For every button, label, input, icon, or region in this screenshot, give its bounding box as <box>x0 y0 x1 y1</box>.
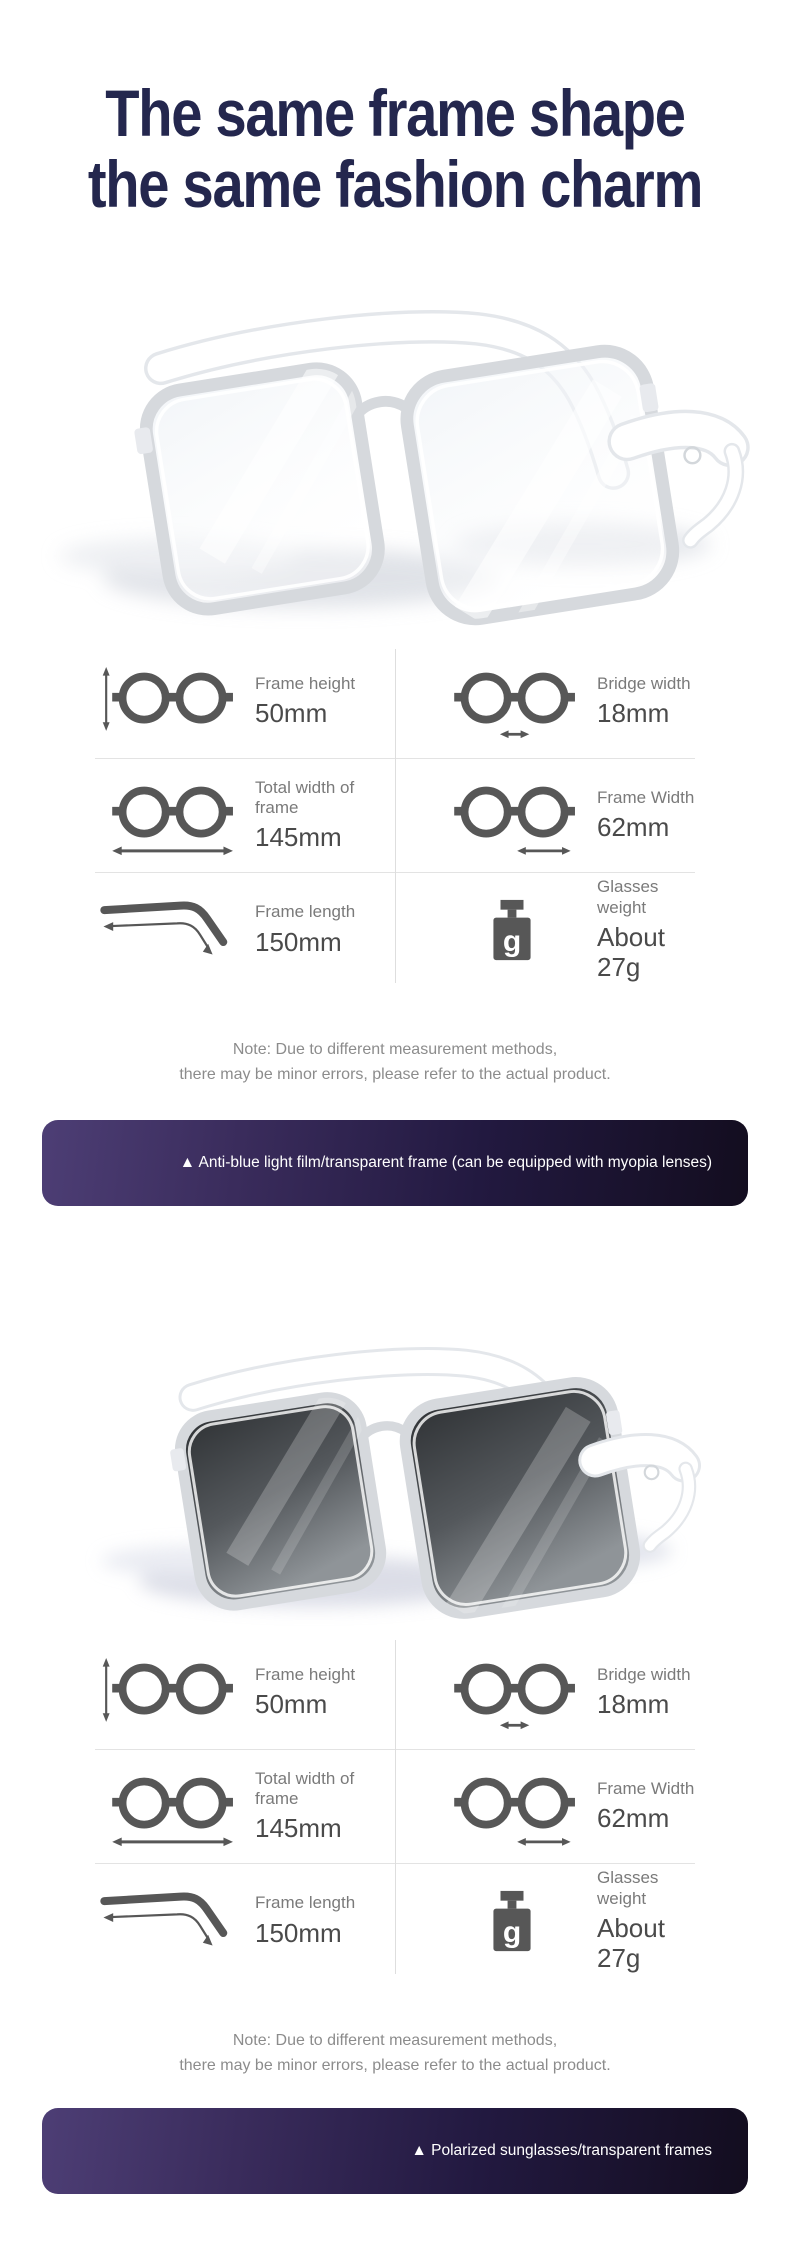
bridge-width-icon <box>441 660 583 743</box>
glasses-weight-icon <box>441 1889 583 1953</box>
spec-cell <box>95 645 395 759</box>
promo-banner-anti-blue-light <box>42 1120 748 1206</box>
note-line-1: Note: Due to different measurement methods, <box>232 2032 558 2049</box>
spec-label: Glasses weight <box>597 877 659 917</box>
bridge-width-icon <box>441 1651 583 1734</box>
spec-value: 50mm <box>255 1689 328 1720</box>
frame-height-icon <box>99 660 241 743</box>
spec-label: Frame Width <box>597 1778 695 1798</box>
frame-height-icon <box>99 1651 241 1734</box>
spec-cell <box>395 873 695 987</box>
spec-cell <box>395 645 695 759</box>
title-line-1: The same frame shape <box>105 76 685 150</box>
spec-label: Total width of frame <box>255 777 355 818</box>
spec-cell <box>395 759 695 873</box>
spec-cell <box>95 1750 395 1864</box>
spec-value: 145mm <box>255 822 342 853</box>
spec-cell <box>95 1636 395 1750</box>
spec-value: About 27g <box>597 922 665 982</box>
note-line-2: there may be minor errors, please refer to the actual product. <box>179 1066 611 1083</box>
banner-label: ▲ Polarized sunglasses/transparent frames <box>411 2142 712 2159</box>
frame-length-icon <box>99 894 241 967</box>
spec-label: Frame length <box>255 902 356 922</box>
spec-grid-1 <box>95 645 695 987</box>
spec-cell <box>95 1864 395 1978</box>
spec-cell <box>95 873 395 987</box>
spec-value: 62mm <box>597 812 670 843</box>
temple-logo-mark <box>645 1466 659 1480</box>
spec-cell <box>395 1636 695 1750</box>
product-image-clear-glasses <box>0 230 790 645</box>
spec-value: 18mm <box>597 1689 670 1720</box>
total-width-icon <box>99 1765 241 1848</box>
spec-cell <box>395 1864 695 1978</box>
note-line-2: there may be minor errors, please refer to the actual product. <box>179 2057 611 2074</box>
spec-grid-2 <box>95 1636 695 1978</box>
frame-width-icon <box>441 1765 583 1848</box>
spec-label: Frame height <box>255 673 356 693</box>
note-line-1: Note: Due to different measurement methods, <box>232 1041 558 1058</box>
spec-label: Bridge width <box>597 1664 691 1684</box>
spec-label: Total width of frame <box>255 1768 355 1809</box>
spec-value: 18mm <box>597 698 670 729</box>
spec-cell <box>95 759 395 873</box>
temple-logo-mark <box>685 447 701 463</box>
spec-value: 150mm <box>255 926 342 957</box>
banner-label: ▲ Anti-blue light film/transparent frame (can be equipped with myopia lenses) <box>179 1154 712 1171</box>
promo-banner-polarized <box>42 2108 748 2194</box>
frame-width-icon <box>441 774 583 857</box>
spec-cell <box>395 1750 695 1864</box>
spec-label: Bridge width <box>597 673 691 693</box>
frame-length-icon <box>99 1885 241 1958</box>
spec-label: Frame Width <box>597 787 695 807</box>
page-title <box>59 0 731 220</box>
product-image-sunglasses <box>0 1278 790 1636</box>
spec-label: Glasses weight <box>597 1868 659 1908</box>
spec-value: About 27g <box>597 1913 665 1973</box>
title-line-2: the same fashion charm <box>87 147 703 221</box>
measurement-note <box>0 1037 790 1087</box>
spec-value: 150mm <box>255 1917 342 1948</box>
spec-label: Frame length <box>255 1893 356 1913</box>
spec-label: Frame height <box>255 1664 356 1684</box>
spec-value: 50mm <box>255 698 328 729</box>
total-width-icon <box>99 774 241 857</box>
spec-value: 62mm <box>597 1803 670 1834</box>
measurement-note <box>0 2028 790 2078</box>
spec-value: 145mm <box>255 1813 342 1844</box>
glasses-weight-icon <box>441 898 583 962</box>
